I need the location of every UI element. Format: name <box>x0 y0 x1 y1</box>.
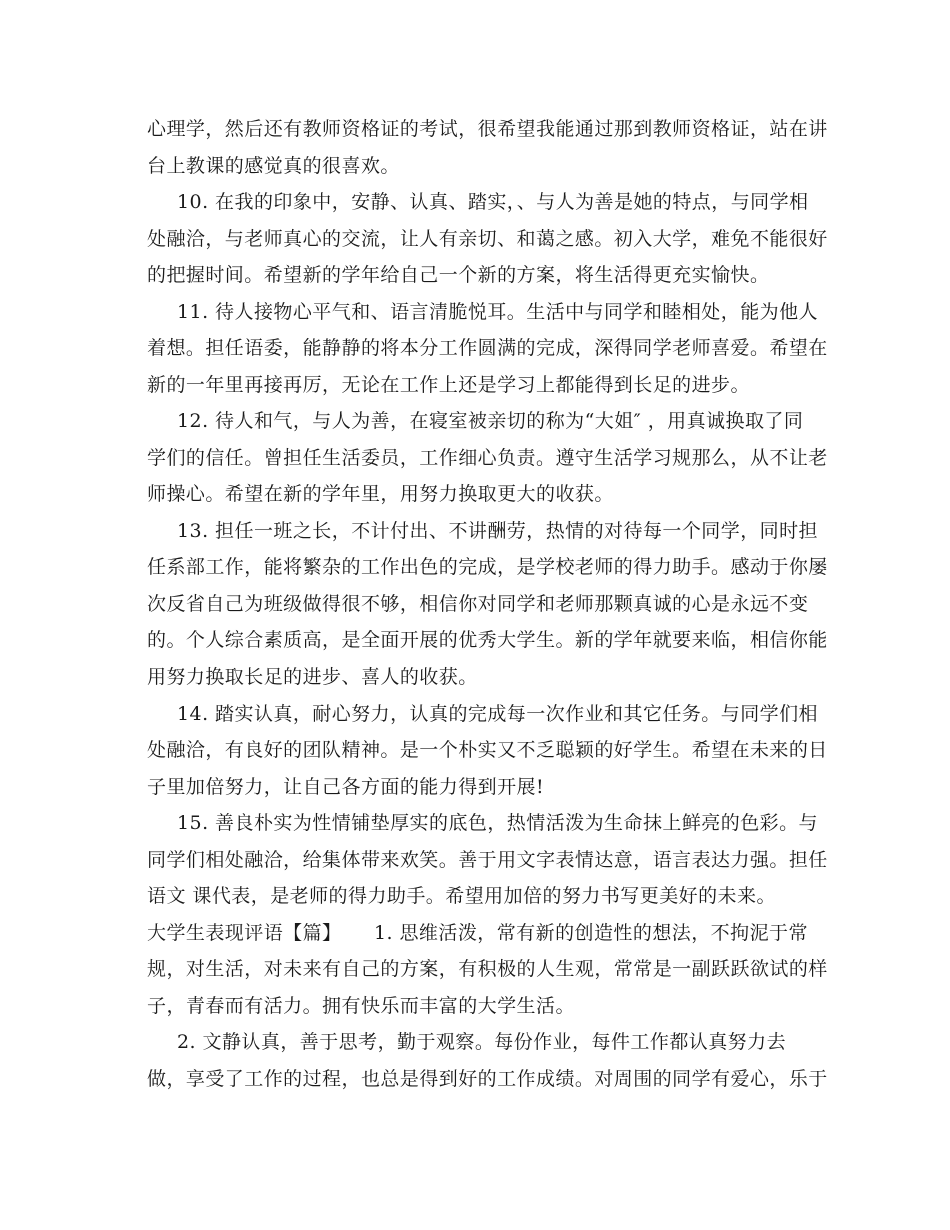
text-line: 师操心。希望在新的学年里，用努力换取更大的收获。 <box>147 483 614 506</box>
text-line: 任系部工作，能将繁杂的工作出色的完成，是学校老师的得力助手。感动于你屡 <box>147 556 828 579</box>
text-line: 子，青春而有活力。拥有快乐而丰富的大学生活。 <box>147 994 575 1017</box>
text-line: 的把握时间。希望新的学年给自己一个新的方案，将生活得更充实愉快。 <box>147 264 770 287</box>
text-line: 新的一年里再接再厉，无论在工作上还是学习上都能得到长足的进步。 <box>147 373 750 396</box>
text-line: 14. 踏实认真，耐心努力，认真的完成每一次作业和其它任务。与同学们相 <box>177 702 819 725</box>
text-line: 11. 待人接物心平气和、语言清脆悦耳。生活中与同学和睦相处，能为他人 <box>177 300 819 323</box>
text-line: 15. 善良朴实为性情铺垫厚实的底色，热情活泼为生命抹上鲜亮的色彩。与 <box>177 812 819 835</box>
document-body <box>147 111 828 1097</box>
text-line: 2. 文静认真，善于思考，勤于观察。每份作业，每件工作都认真努力去 <box>177 1031 787 1054</box>
paragraph <box>147 184 828 294</box>
text-line: 做，享受了工作的过程，也总是得到好的工作成绩。对周围的同学有爱心，乐于 <box>147 1067 828 1090</box>
text-line: 大学生表现评语【篇】 1. 思维活泼，常有新的创造性的想法，不拘泥于常 <box>147 921 808 944</box>
text-line: 处融洽，与老师真心的交流，让人有亲切、和蔼之感。初入大学，难免不能很好 <box>147 227 828 250</box>
paragraph <box>147 915 828 1025</box>
text-line: 的。个人综合素质高，是全面开展的优秀大学生。新的学年就要来临，相信你能 <box>147 629 828 652</box>
text-line: 台上教课的感觉真的很喜欢。 <box>147 154 400 177</box>
paragraph <box>147 111 828 184</box>
text-line: 心理学，然后还有教师资格证的考试，很希望我能通过那到教师资格证，站在讲 <box>147 118 828 140</box>
text-line: 语文 课代表，是老师的得力助手。希望用加倍的努力书写更美好的未来。 <box>147 885 776 908</box>
paragraph <box>147 805 828 915</box>
text-line: 12. 待人和气，与人为善，在寝室被亲切的称为“大姐″ ，用真诚换取了同 <box>177 410 804 433</box>
paragraph <box>147 294 828 404</box>
text-line: 子里加倍努力，让自己各方面的能力得到开展! <box>147 775 545 798</box>
paragraph <box>147 513 828 696</box>
text-line: 着想。担任语委，能静静的将本分工作圆满的完成，深得同学老师喜爱。希望在 <box>147 337 828 360</box>
paragraph <box>147 696 828 806</box>
text-line: 次反省自己为班级做得很不够，相信你对同学和老师那颗真诚的心是永远不变 <box>147 592 809 615</box>
text-line: 处融洽，有良好的团队精神。是一个朴实又不乏聪颖的好学生。希望在未来的日 <box>147 739 828 762</box>
paragraph <box>147 403 828 513</box>
paragraph <box>147 1024 828 1097</box>
text-line: 13. 担任一班之长，不计付出、不讲酬劳，热情的对待每一个同学，同时担 <box>177 519 819 542</box>
text-line: 学们的信任。曾担任生活委员，工作细心负责。遵守生活学习规那么，从不让老 <box>147 446 828 469</box>
text-line: 同学们相处融洽，给集体带来欢笑。善于用文字表情达意，语言表达力强。担任 <box>147 848 828 871</box>
text-line: 用努力换取长足的进步、喜人的收获。 <box>147 665 478 688</box>
text-line: 规，对生活，对未来有自己的方案，有积极的人生观，常常是一副跃跃欲试的样 <box>147 958 828 981</box>
text-line: 10. 在我的印象中，安静、认真、踏实，、与人为善是她的特点，与同学相 <box>177 191 809 214</box>
